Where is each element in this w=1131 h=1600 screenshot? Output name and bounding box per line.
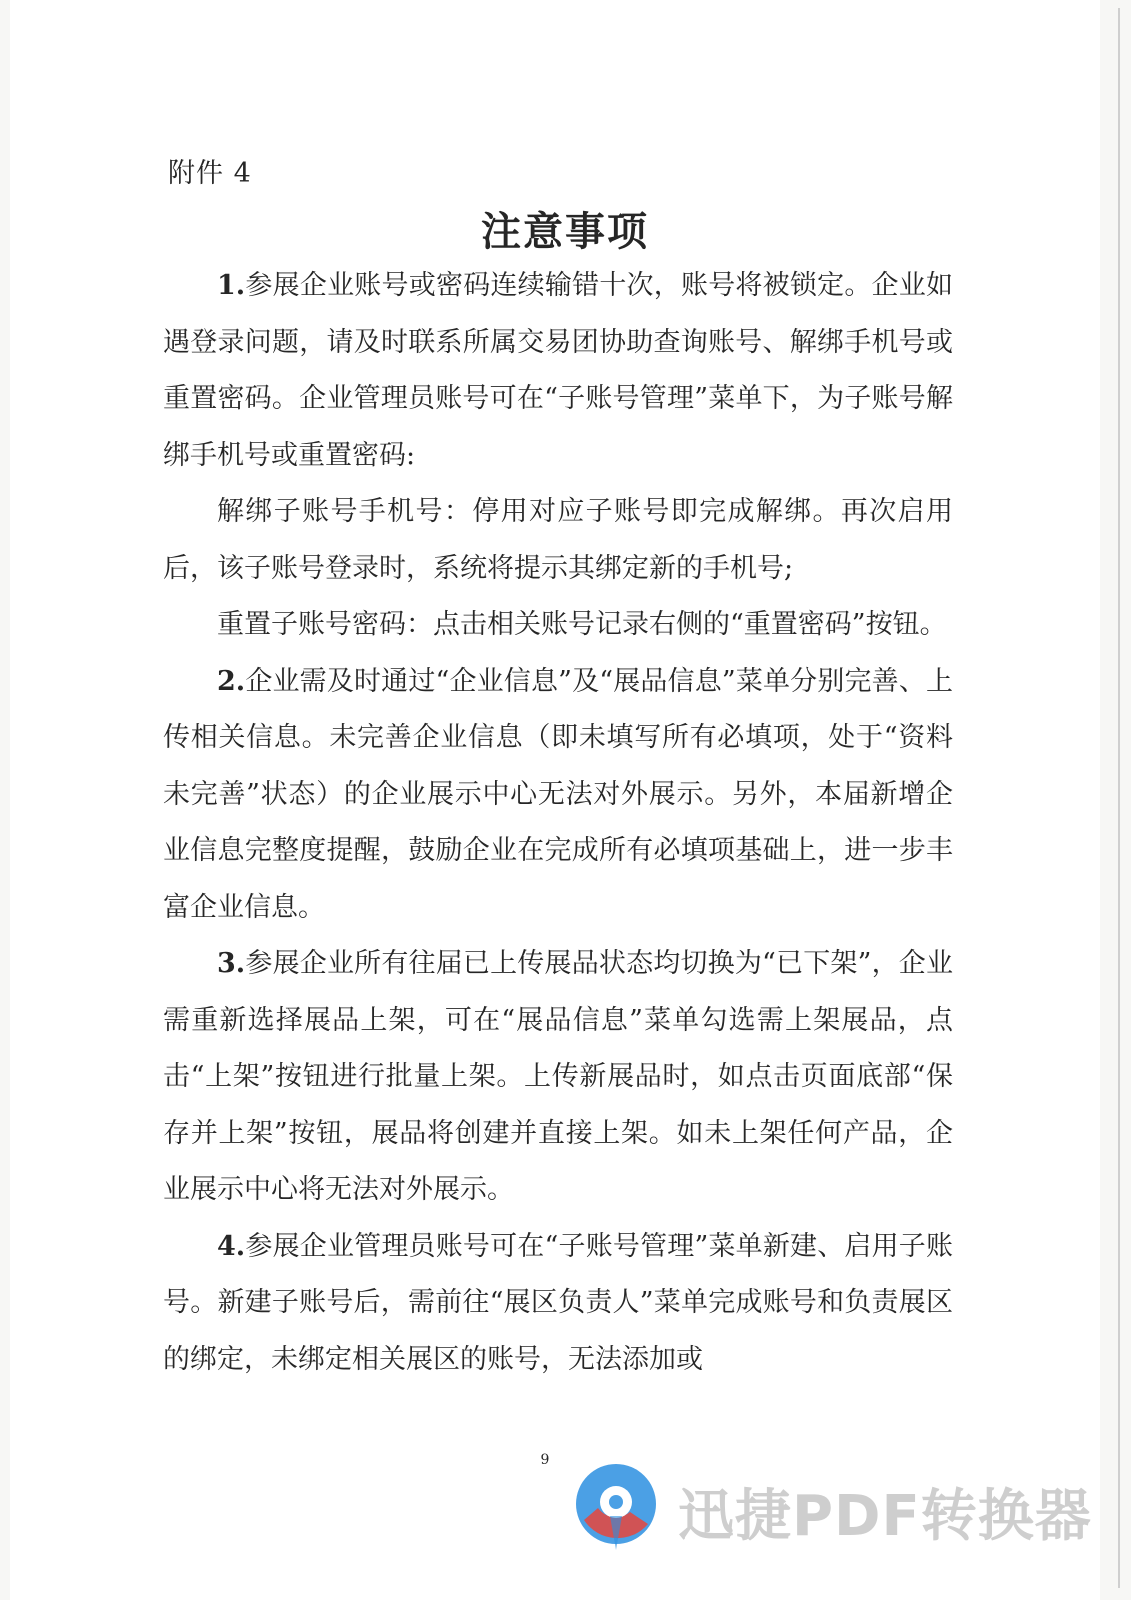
attachment-label: 附件 4	[168, 158, 252, 189]
section-2-number: 2.	[217, 665, 246, 697]
page-edge-shadow	[1118, 8, 1120, 1588]
document-title: 注意事项	[481, 208, 649, 255]
section-4-number: 4.	[217, 1230, 246, 1262]
section-1-number: 1.	[217, 270, 246, 301]
section-1-paragraph-3: 重置子账号密码：点击相关账号记录右侧的“重置密码”按钮。	[217, 609, 947, 640]
section-2-text: 企业需及时通过“企业信息”及“展品信息”菜单分别完善、上传相关信息。未完善企业信息（即未填写所有必填项，处于“资料未完善”状态）的企业展示中心无法对外展示。另外，本届新增企业信息完整度提醒，鼓励企业在完成所有必填项基础上，进一步丰富企业信息。	[163, 665, 953, 923]
section-4-paragraph	[163, 1219, 953, 1389]
section-1-text: 参展企业账号或密码连续输错十次，账号将被锁定。企业如遇登录问题，请及时联系所属交易团协助查询账号、解绑手机号或重置密码。企业管理员账号可在“子账号管理”菜单下，为子账号解绑手机号或重置密码:	[163, 270, 953, 471]
section-3-paragraph	[163, 936, 953, 1219]
section-4-text: 参展企业管理员账号可在“子账号管理”菜单新建、启用子账号。新建子账号后，需前往“展区负责人”菜单完成账号和负责展区的绑定，未绑定相关展区的账号，无法添加或	[163, 1230, 953, 1375]
watermark	[570, 1458, 1090, 1558]
section-1-paragraph-1	[163, 258, 953, 484]
section-3-text: 参展企业所有往届已上传展品状态均切换为“已下架”，企业需重新选择展品上架，可在“展品信息”菜单勾选需上架展品，点击“上架”按钮进行批量上架。上传新展品时，如点击页面底部“保存并上架”按钮，展品将创建并直接上架。如未上架任何产品，企业展示中心将无法对外展示。	[163, 948, 953, 1205]
watermark-text: 迅捷PDF转换器	[678, 1484, 1092, 1549]
section-2-paragraph	[163, 654, 953, 937]
document-body	[163, 258, 953, 1388]
xunjie-logo-icon	[570, 1458, 662, 1558]
section-1-paragraph-2: 解绑子账号手机号：停用对应子账号即完成解绑。再次启用后，该子账号登录时，系统将提示其绑定新的手机号;	[163, 496, 953, 584]
section-3-number: 3.	[217, 948, 246, 979]
page-number: 9	[540, 1452, 550, 1468]
